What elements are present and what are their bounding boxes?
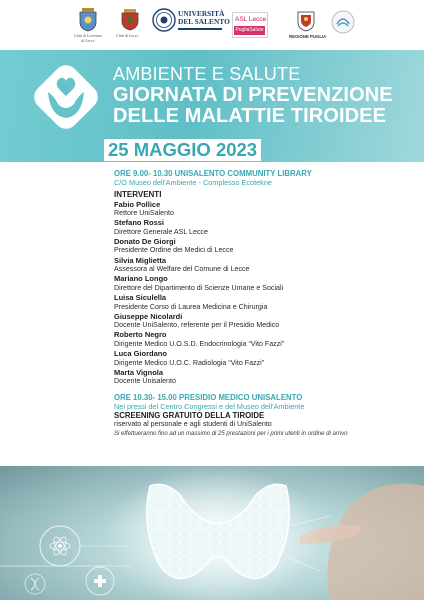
speaker-name: Marta Vignola xyxy=(114,367,164,377)
event-title-line2: DELLE MALATTIE TIROIDEE xyxy=(113,105,387,127)
screening-title: SCREENING GRATUITO DELLA TIROIDE xyxy=(114,410,265,420)
session2-location: Nei pressi del Centro Congressi e del Museo dell'Ambiente xyxy=(114,401,305,411)
speaker-role: Direttore Generale ASL Lecce xyxy=(114,227,208,236)
speaker-role: Presidente Corso di Laurea Medicina e Chirurgia xyxy=(114,302,268,311)
regione-puglia-crest-icon xyxy=(297,10,315,32)
event-title xyxy=(113,85,393,127)
session2-time: ORE 10.30- 15.00 PRESIDIO MEDICO UNISALENTO xyxy=(114,392,303,402)
speaker-name: Luisa Siculella xyxy=(114,293,167,303)
speaker-role: Direttore del Dipartimento di Scienze Umane e Sociali xyxy=(114,283,284,292)
speaker xyxy=(114,349,414,368)
event-subtitle: AMBIENTE E SALUTE xyxy=(113,64,301,84)
interventi-heading: INTERVENTI xyxy=(114,190,162,199)
speaker-name: Roberto Negro xyxy=(114,330,167,340)
event-date: 25 MAGGIO 2023 xyxy=(104,139,261,161)
asl-name: ASL Lecce xyxy=(235,16,267,23)
thyroid-illustration-graphic xyxy=(0,466,424,600)
leverano-crest-icon xyxy=(78,8,98,32)
speaker-role: Docente UniSalento, referente per il Presidio Medico xyxy=(114,321,280,330)
speaker xyxy=(114,330,414,349)
asl-logo xyxy=(232,12,268,38)
asl-sub: PugliaSalute xyxy=(235,27,264,33)
speaker-role: Docente Unisalento xyxy=(114,377,176,386)
speaker-name: Stefano Rossi xyxy=(114,218,165,228)
medical-cross-icon xyxy=(94,575,106,587)
speaker-role: Presidente Ordine dei Medici di Lecce xyxy=(114,246,234,255)
speaker-name: Fabio Pollice xyxy=(114,199,161,209)
speaker-name: Mariano Longo xyxy=(114,274,168,284)
speaker-role: Dirigente Medico U.O.C. Radiologia “Vito Fazzi” xyxy=(114,358,265,367)
logo-bar xyxy=(0,0,424,50)
screening-note: Si effettueranno fino ad un massimo di 25 prestazioni per i primi utenti in ordine di arrivo xyxy=(114,431,348,438)
speaker-name: Luca Giordano xyxy=(114,349,167,359)
university-name: UNIVERSITÀ DEL SALENTO xyxy=(178,9,230,26)
speaker xyxy=(114,293,414,312)
speaker-role: Dirigente Medico U.O.S.D. Endocrinologia “Vito Fazzi” xyxy=(114,339,285,348)
speaker xyxy=(114,200,414,219)
speaker-name: Giuseppe Nicolardi xyxy=(114,311,183,321)
speaker xyxy=(114,256,414,275)
lecce-caption: Città di Lecce xyxy=(116,33,139,38)
atom-icon xyxy=(50,535,70,556)
dna-icon xyxy=(31,578,39,590)
speaker xyxy=(114,237,414,256)
round-badge-icon xyxy=(331,10,355,34)
university-seal-icon xyxy=(152,8,176,32)
session1-location: C/O Museo dell'Ambiente - Complesso Ecotekne xyxy=(114,178,272,187)
speaker xyxy=(114,312,414,331)
regione-caption: REGIONE PUGLIA xyxy=(289,34,327,39)
speaker xyxy=(114,218,414,237)
university-divider xyxy=(178,28,222,30)
screening-subtitle: riservato al personale e agli studenti di UniSalento xyxy=(114,420,272,429)
session1-time: ORE 9.00- 10.30 UNISALENTO COMMUNITY LIBRARY xyxy=(114,169,312,178)
speaker-name: Silvia Miglietta xyxy=(114,255,167,265)
lecce-crest-icon xyxy=(121,9,139,31)
speaker-role: Assessora al Welfare del Comune di Lecce xyxy=(114,265,250,274)
program xyxy=(114,169,414,439)
speaker xyxy=(114,274,414,293)
leverano-caption: Città di Leverano di Lecce xyxy=(73,33,103,43)
thyroid-illustration xyxy=(0,466,424,600)
speaker-name: Donato De Giorgi xyxy=(114,236,176,246)
speaker xyxy=(114,368,414,387)
event-title-line1: GIORNATA DI PREVENZIONE xyxy=(113,84,393,106)
speaker-role: Rettore UniSalento xyxy=(114,209,174,217)
heart-thyroid-icon xyxy=(26,56,106,138)
